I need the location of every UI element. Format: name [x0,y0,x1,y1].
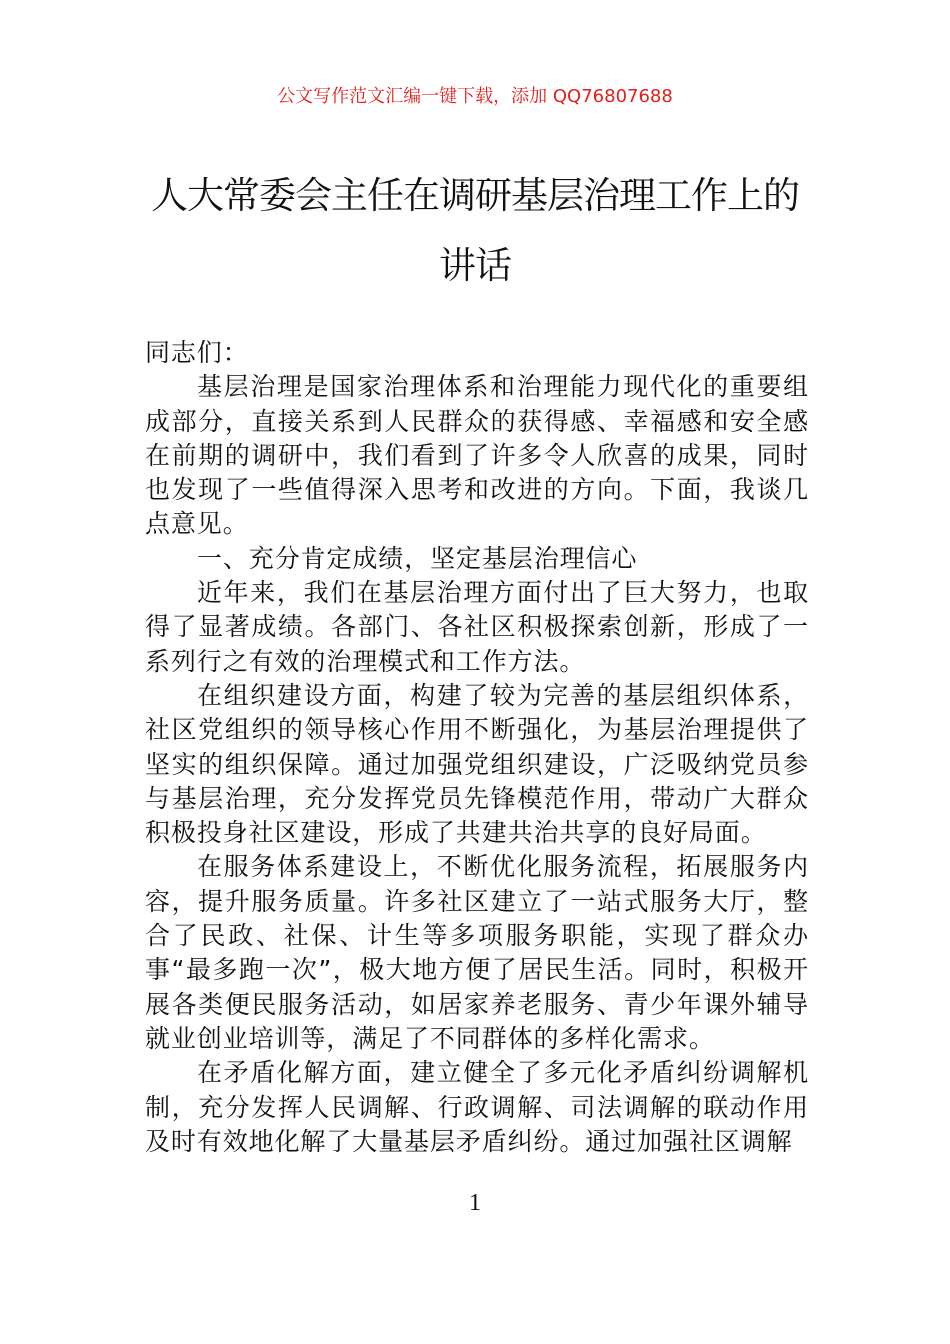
document-title-line1: 人大常委会主任在调研基层治理工作上的 [151,174,799,217]
document-title-line2: 讲话 [439,244,511,287]
paragraph-intro: 基层治理是国家治理体系和治理能力现代化的重要组成部分，直接关系到人民群众的获得感、幸福感和安全感在前期的调研中，我们看到了许多令人欣喜的成果，同时也发现了一些值得深入思考和改进的方向。下面，我谈几点意见。 [145,372,809,539]
page-number: 1 [469,1190,481,1216]
watermark-banner: 公文写作范文汇编一键下载，添加 QQ76807688 [277,86,673,107]
paragraph-services: 在服务体系建设上，不断优化服务流程，拓展服务内容，提升服务质量。许多社区建立了一站式服务大厅，整合了民政、社保、计生等多项服务职能，实现了群众办事“最多跑一次”，极大地方便了居民生活。同时，积极开展各类便民服务活动，如居家养老服务、青少年课外辅导就业创业培训等，满足了不同群体的多样化需求。 [145,852,809,1053]
document-body [145,336,809,1159]
section-heading-1: 一、充分肯定成绩，坚定基层治理信心 [197,543,638,573]
paragraph-conflict-resolution: 在矛盾化解方面，建立健全了多元化矛盾纠纷调解机制，充分发挥人民调解、行政调解、司法调解的联动作用及时有效地化解了大量基层矛盾纠纷。通过加强社区调解 [145,1058,809,1156]
paragraph-organization: 在组织建设方面，构建了较为完善的基层组织体系，社区党组织的领导核心作用不断强化，为基层治理提供了坚实的组织保障。通过加强党组织建设，广泛吸纳党员参与基层治理，充分发挥党员先锋模范作用，带动广大群众积极投身社区建设，形成了共建共治共享的良好局面。 [145,680,809,848]
paragraph-achievements: 近年来，我们在基层治理方面付出了巨大努力，也取得了显著成绩。各部门、各社区积极探索创新，形成了一系列行之有效的治理模式和工作方法。 [145,578,809,676]
salutation: 同志们： [145,338,249,367]
